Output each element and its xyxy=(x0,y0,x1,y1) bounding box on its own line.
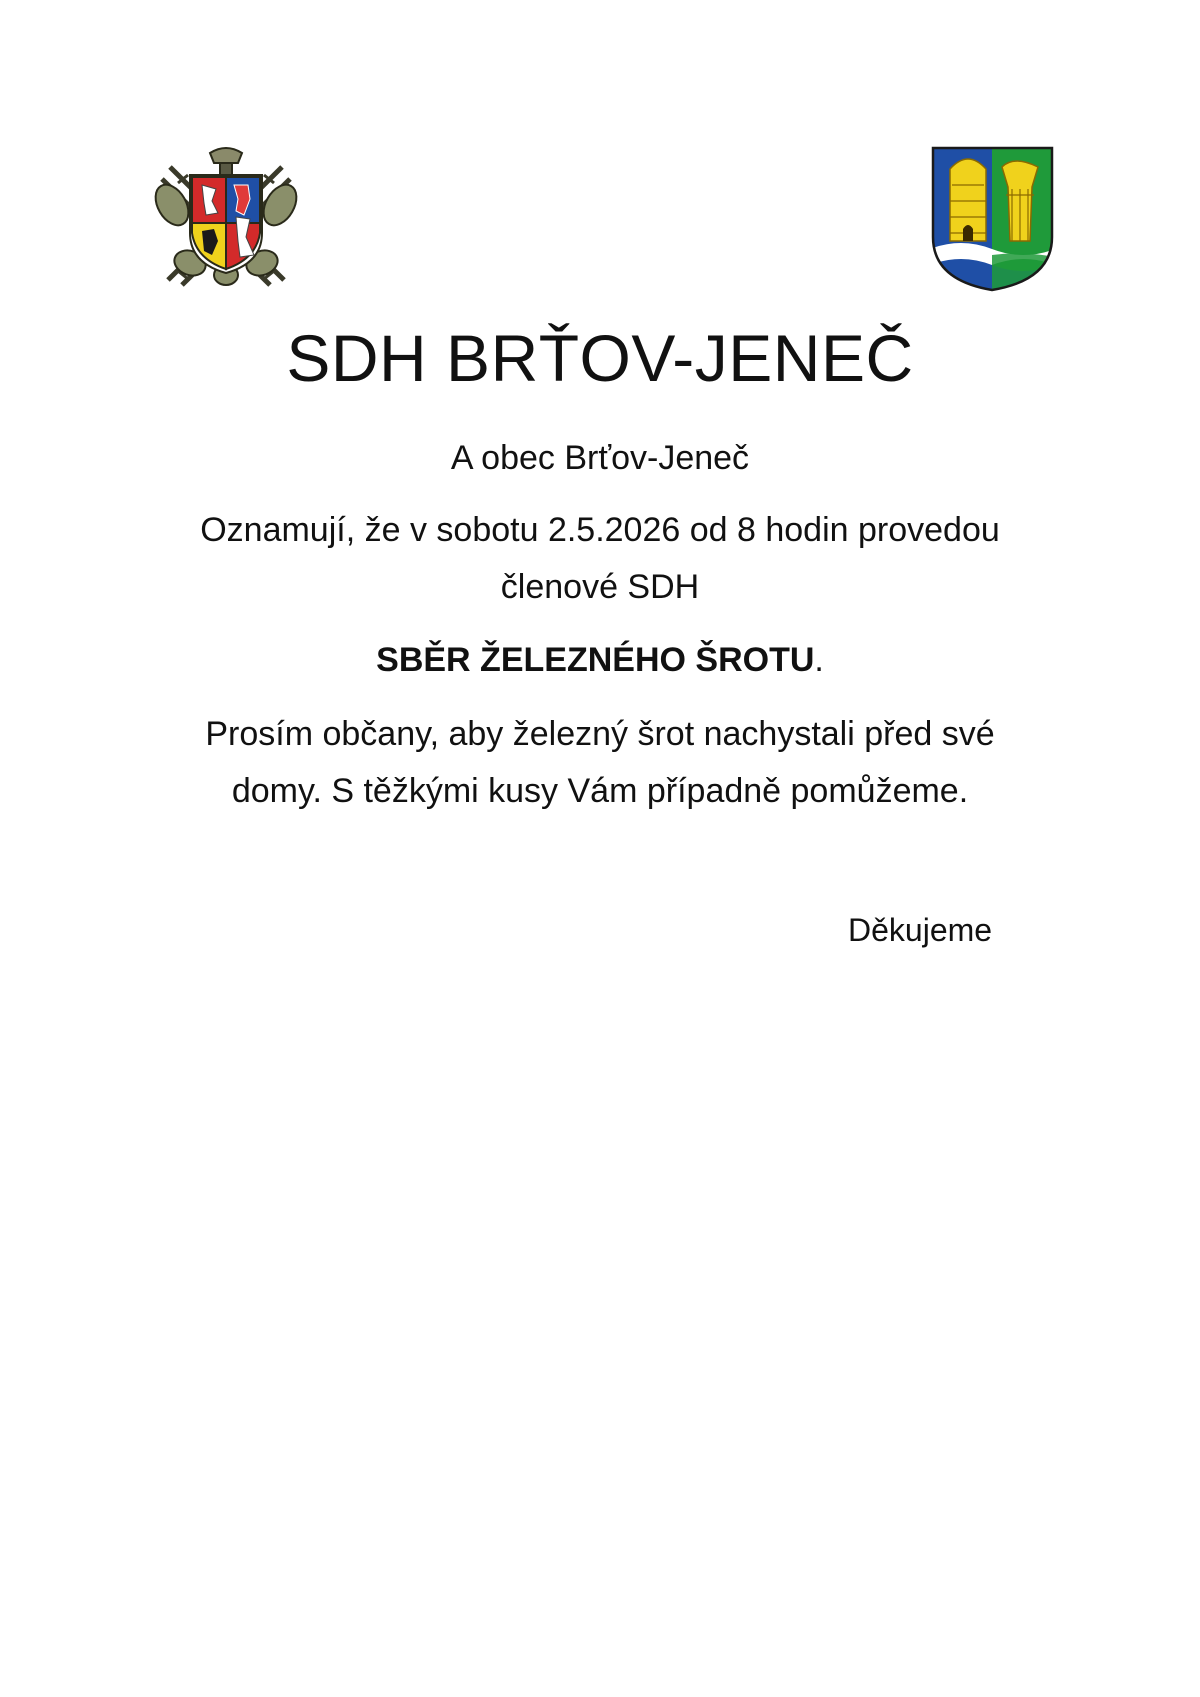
coat-of-arms-icon xyxy=(930,145,1055,293)
document-title: SDH BRŤOV-JENEČ xyxy=(286,321,914,395)
announcement-line-1: Oznamují, že v sobotu 2.5.2026 od 8 hodin provedou xyxy=(200,511,1000,549)
event-name: SBĚR ŽELEZNÉHO ŠROTU xyxy=(376,641,815,679)
event-heading xyxy=(140,632,1060,689)
fire-brigade-emblem xyxy=(150,145,302,290)
announcement-line-2: členové SDH xyxy=(500,568,700,606)
request-text xyxy=(140,706,1060,820)
fire-brigade-emblem-icon xyxy=(150,145,302,290)
request-line-2: domy. S těžkými kusy Vám případně pomůžeme. xyxy=(231,772,969,810)
request-line-1: Prosím občany, aby železný šrot nachystali před své xyxy=(205,715,995,753)
event-punctuation: . xyxy=(814,641,824,679)
document-subtitle: A obec Brťov-Jeneč xyxy=(450,439,750,477)
closing-thanks: Děkujeme xyxy=(848,912,993,948)
announcement-text xyxy=(140,502,1060,616)
municipal-coat-of-arms xyxy=(930,145,1055,293)
